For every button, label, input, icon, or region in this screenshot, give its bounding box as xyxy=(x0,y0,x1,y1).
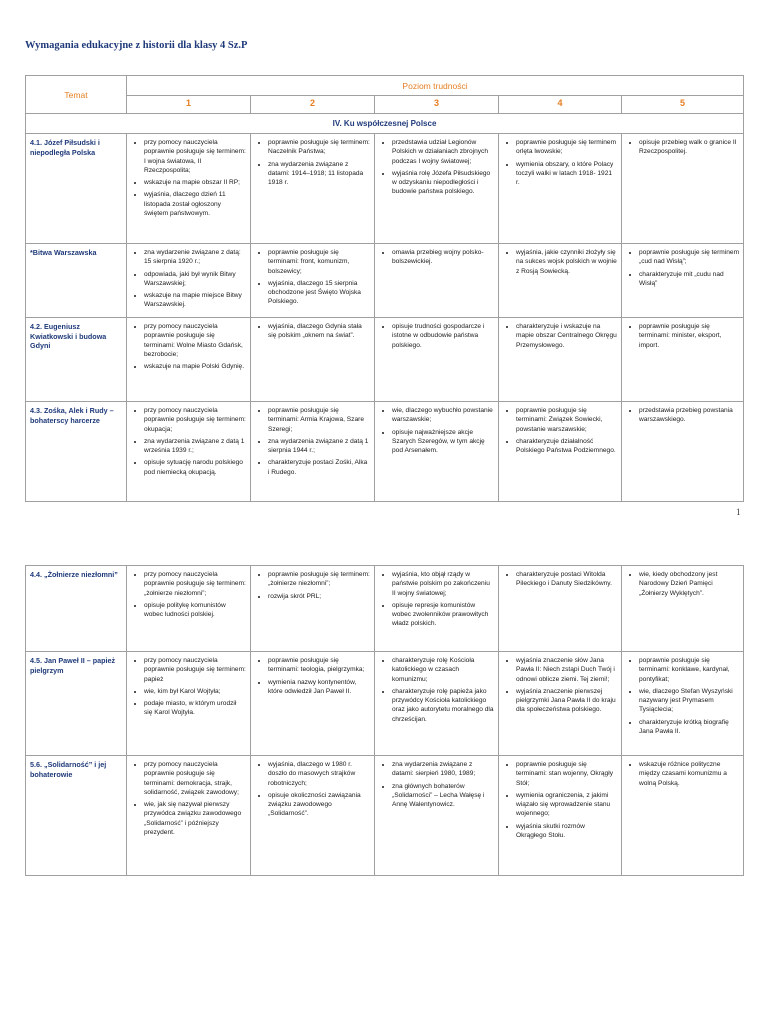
requirement-item: • wskazuje na mapie Polski Gdynię. xyxy=(144,362,246,371)
requirement-item: • przy pomocy nauczyciela poprawnie posługuje się terminami: demokracja, strajk, solidarność, związek zawodowy; xyxy=(144,760,246,797)
level-2-cell xyxy=(251,566,375,652)
topic-cell: 4.2. Eugeniusz Kwiatkowski i budowa Gdyni xyxy=(26,318,127,402)
requirement-item: • wymienia obszary, o które Polacy toczyli walki w latach 1918- 1921 r. xyxy=(516,160,617,188)
level-2-header: 2 xyxy=(251,96,375,114)
requirement-item: • wskazuje na mapie miejsce Bitwy Warszawskiej. xyxy=(144,291,246,310)
requirement-item: • charakteryzuje krótką biografię Jana Pawła II. xyxy=(639,718,739,737)
level-3-header: 3 xyxy=(375,96,499,114)
requirement-item: • poprawnie posługuje się terminem „cud nad Wisłą”; xyxy=(639,248,739,267)
level-3-cell xyxy=(375,244,499,318)
requirement-item: • omawia przebieg wojny polsko-bolszewickiej. xyxy=(392,248,494,267)
requirement-item: • poprawnie posługuje się terminami: konklawe, kardynał, pontyfikat; xyxy=(639,656,739,684)
requirement-item: • wyjaśnia, dlaczego w 1980 r. doszło do masowych strajków robotniczych; xyxy=(268,760,370,788)
requirement-item: • charakteryzuje mit „cudu nad Wisłą” xyxy=(639,270,739,289)
level-5-header: 5 xyxy=(622,96,744,114)
requirement-list xyxy=(626,406,739,425)
requirement-list xyxy=(626,138,739,157)
requirement-item: • wie, jak się nazywał pierwszy przywódca związku zawodowego „Solidarność” i późniejszy prezydent. xyxy=(144,800,246,837)
requirement-list xyxy=(503,406,617,455)
level-5-cell xyxy=(622,134,744,244)
requirement-list xyxy=(503,760,617,840)
level-1-cell xyxy=(127,566,251,652)
level-5-cell xyxy=(622,244,744,318)
table-row xyxy=(26,318,744,402)
requirement-item: • wie, kiedy obchodzony jest Narodowy Dzień Pamięci „Żołnierzy Wyklętych”. xyxy=(639,570,739,598)
requirement-item: • wyjaśnia znaczenie pierwszej pielgrzymki Jana Pawła II do kraju dla społeczeństwa polskiego. xyxy=(516,687,617,715)
header-temat: Temat xyxy=(26,76,127,114)
requirement-item: • przy pomocy nauczyciela poprawnie posługuje się terminem: papież xyxy=(144,656,246,684)
table-row xyxy=(26,652,744,756)
requirement-item: • opisuje trudności gospodarcze i istotne w odbudowie państwa polskiego. xyxy=(392,322,494,350)
requirement-item: • opisuje przebieg walk o granice II Rzeczpospolitej. xyxy=(639,138,739,157)
requirement-list xyxy=(503,138,617,187)
level-1-cell xyxy=(127,402,251,502)
level-2-cell xyxy=(251,244,375,318)
requirement-item: • wyjaśnia skutki rozmów Okrągłego Stołu. xyxy=(516,822,617,841)
requirement-item: • poprawnie posługuje się terminem orlęta lwowskie; xyxy=(516,138,617,157)
requirements-table-page-1 xyxy=(25,75,744,502)
requirement-item: • rozwija skrót PRL; xyxy=(268,592,370,601)
level-4-cell xyxy=(499,318,622,402)
level-5-cell xyxy=(622,402,744,502)
requirement-item: • poprawnie posługuje się terminem: Naczelnik Państwa; xyxy=(268,138,370,157)
requirement-list xyxy=(131,406,246,477)
requirement-item: • wskazuje różnice polityczne między czasami komunizmu a wolną Polską. xyxy=(639,760,739,788)
requirement-item: • wymienia nazwy kontynentów, które odwiedził Jan Paweł II. xyxy=(268,678,370,697)
requirement-item: • przedstawia udział Legionów Polskich w działaniach zbrojnych podczas I wojny światowej; xyxy=(392,138,494,166)
level-4-cell xyxy=(499,134,622,244)
level-1-cell xyxy=(127,134,251,244)
requirement-item: • podaje miasto, w którym urodził się Karol Wojtyła. xyxy=(144,699,246,718)
requirement-list xyxy=(255,656,370,696)
table-row xyxy=(26,756,744,876)
requirement-item: • zna wydarzenie związane z datą: 15 sierpnia 1920 r.; xyxy=(144,248,246,267)
table-row xyxy=(26,402,744,502)
level-1-cell xyxy=(127,318,251,402)
requirement-list xyxy=(503,656,617,715)
requirement-item: • wyjaśnia, dlaczego dzień 11 listopada został ogłoszony świętem państwowym. xyxy=(144,190,246,218)
requirement-item: • opisuje najważniejsze akcje Szarych Szeregów, w tym akcję pod Arsenałem. xyxy=(392,428,494,456)
requirement-item: • poprawnie posługuje się terminami: Armia Krajowa, Szare Szeregi; xyxy=(268,406,370,434)
level-4-cell xyxy=(499,756,622,876)
requirement-list xyxy=(503,322,617,350)
requirement-item: • wie, dlaczego Stefan Wyszyński nazywany jest Prymasem Tysiąclecia; xyxy=(639,687,739,715)
requirement-list xyxy=(131,656,246,718)
requirement-list xyxy=(379,570,494,629)
level-3-cell xyxy=(375,652,499,756)
requirement-list xyxy=(626,248,739,288)
topic-cell: 4.5. Jan Paweł II – papież pielgrzym xyxy=(26,652,127,756)
level-5-cell xyxy=(622,566,744,652)
topic-cell: 4.3. Zośka, Alek i Rudy – bohaterscy harcerze xyxy=(26,402,127,502)
requirement-item: • opisuje sytuację narodu polskiego pod niemiecką okupacją. xyxy=(144,458,246,477)
requirement-list xyxy=(379,406,494,455)
requirement-item: • wskazuje na mapie obszar II RP; xyxy=(144,178,246,187)
table-row xyxy=(26,566,744,652)
level-2-cell xyxy=(251,652,375,756)
requirement-item: • przy pomocy nauczyciela poprawnie posługuje się terminem: „żołnierze niezłomni”; xyxy=(144,570,246,598)
requirement-list xyxy=(255,138,370,187)
requirement-item: • wyjaśnia rolę Józefa Piłsudskiego w odzyskaniu niepodległości i budowie państwa polskiego. xyxy=(392,169,494,197)
topic-cell: *Bitwa Warszawska xyxy=(26,244,127,318)
requirement-item: • wie, kim był Karol Wojtyła; xyxy=(144,687,246,696)
requirement-item: • poprawnie posługuje się terminami: minister, eksport, import. xyxy=(639,322,739,350)
table-row xyxy=(26,134,744,244)
requirement-item: • opisuje okoliczności zawiązania związku zawodowego „Solidarność”. xyxy=(268,791,370,819)
level-1-cell xyxy=(127,652,251,756)
requirement-list xyxy=(503,248,617,276)
requirement-list xyxy=(626,322,739,350)
requirement-item: • wyjaśnia, kto objął rządy w państwie polskim po zakończeniu II wojny światowej; xyxy=(392,570,494,598)
level-4-cell xyxy=(499,566,622,652)
table-row xyxy=(26,244,744,318)
requirement-item: • odpowiada, jaki był wynik Bitwy Warszawskiej; xyxy=(144,270,246,289)
level-5-cell xyxy=(622,756,744,876)
level-5-cell xyxy=(622,318,744,402)
requirement-list xyxy=(255,248,370,307)
level-4-cell xyxy=(499,652,622,756)
level-5-cell xyxy=(622,652,744,756)
requirement-item: • wyjaśnia, dlaczego 15 sierpnia obchodzone jest Święto Wojska Polskiego. xyxy=(268,279,370,307)
requirement-list xyxy=(131,570,246,619)
requirement-list xyxy=(131,322,246,371)
level-2-cell xyxy=(251,134,375,244)
requirement-list xyxy=(255,322,370,341)
requirement-list xyxy=(379,248,494,267)
requirement-item: • wyjaśnia, dlaczego Gdynia stała się polskim „oknem na świat”. xyxy=(268,322,370,341)
level-4-cell xyxy=(499,402,622,502)
level-2-cell xyxy=(251,318,375,402)
topic-cell: 4.4. „Żołnierze niezłomni” xyxy=(26,566,127,652)
requirement-list xyxy=(131,248,246,310)
level-4-header: 4 xyxy=(499,96,622,114)
level-3-cell xyxy=(375,134,499,244)
topic-cell: 5.6. „Solidarność” i jej bohaterowie xyxy=(26,756,127,876)
requirement-item: • charakteryzuje rolę papieża jako przywódcy Kościoła katolickiego oraz jako autorytetu moralnego dla chrześcijan. xyxy=(392,687,494,724)
requirements-table-page-2 xyxy=(25,565,744,876)
requirement-item: • wyjaśnia, jakie czynniki złożyły się na sukces wojsk polskich w wojnie z Rosją Sowiecką. xyxy=(516,248,617,276)
requirement-list xyxy=(131,760,246,837)
requirement-list xyxy=(255,760,370,819)
requirement-item: • zna głównych bohaterów „Solidarności” – Lecha Wałęsę i Annę Walentynowicz. xyxy=(392,782,494,810)
requirement-list xyxy=(379,656,494,724)
header-poziom-trudnosci: Poziom trudności xyxy=(127,76,744,96)
requirement-list xyxy=(626,760,739,788)
requirement-list xyxy=(626,570,739,598)
level-2-cell xyxy=(251,402,375,502)
requirement-item: • wymienia ograniczenia, z jakimi wiązało się wprowadzenie stanu wojennego; xyxy=(516,791,617,819)
page-number: 1 xyxy=(736,507,741,517)
requirement-item: • opisuje represje komunistów wobec zwolenników prawowitych władz polskich. xyxy=(392,601,494,629)
requirement-item: • przy pomocy nauczyciela poprawnie posługuje się terminem: I wojna światowa, II Rzeczpospolita; xyxy=(144,138,246,175)
level-3-cell xyxy=(375,756,499,876)
requirement-list xyxy=(503,570,617,589)
requirement-item: • zna wydarzenia związane z datą 1 sierpnia 1944 r.; xyxy=(268,437,370,456)
level-2-cell xyxy=(251,756,375,876)
requirement-item: • poprawnie posługuje się terminem: „żołnierze niezłomni”; xyxy=(268,570,370,589)
requirement-item: • przedstawia przebieg powstania warszawskiego. xyxy=(639,406,739,425)
level-1-cell xyxy=(127,756,251,876)
level-3-cell xyxy=(375,566,499,652)
requirement-list xyxy=(379,760,494,809)
level-1-header: 1 xyxy=(127,96,251,114)
requirement-list xyxy=(131,138,246,218)
requirement-item: • opisuje politykę komunistów wobec ludności polskiej. xyxy=(144,601,246,620)
requirement-item: • charakteryzuje działalność Polskiego Państwa Podziemnego. xyxy=(516,437,617,456)
level-4-cell xyxy=(499,244,622,318)
requirement-list xyxy=(626,656,739,736)
requirement-item: • poprawnie posługuje się terminami: Związek Sowiecki, powstanie warszawskie; xyxy=(516,406,617,434)
requirement-item: • zna wydarzenia związane z datą 1 września 1939 r.; xyxy=(144,437,246,456)
requirement-item: • przy pomocy nauczyciela poprawnie posługuje się terminami: Wolne Miasto Gdańsk, bezrobocie; xyxy=(144,322,246,359)
topic-cell: 4.1. Józef Piłsudski i niepodległa Polska xyxy=(26,134,127,244)
section-heading: IV. Ku współczesnej Polsce xyxy=(26,114,744,134)
level-1-cell xyxy=(127,244,251,318)
requirement-item: • zna wydarzenia związane z datami: 1914–1918; 11 listopada 1918 r. xyxy=(268,160,370,188)
requirement-list xyxy=(379,322,494,350)
requirement-item: • charakteryzuje i wskazuje na mapie obszar Centralnego Okręgu Przemysłowego. xyxy=(516,322,617,350)
requirement-item: • przy pomocy nauczyciela poprawnie posługuje się terminem: okupacja; xyxy=(144,406,246,434)
requirement-item: • charakteryzuje postaci Witolda Pileckiego i Danuty Siedzikówny. xyxy=(516,570,617,589)
requirement-item: • wyjaśnia znaczenie słów Jana Pawła II: Niech zstąpi Duch Twój i odnowi oblicze ziemi. Tej ziemi!; xyxy=(516,656,617,684)
document-title: Wymagania edukacyjne z historii dla klasy 4 Sz.P xyxy=(25,40,248,51)
requirement-item: • charakteryzuje rolę Kościoła katolickiego w czasach komunizmu; xyxy=(392,656,494,684)
requirement-list xyxy=(379,138,494,197)
level-3-cell xyxy=(375,318,499,402)
requirement-list xyxy=(255,570,370,601)
level-3-cell xyxy=(375,402,499,502)
requirement-item: • zna wydarzenia związane z datami: sierpień 1980, 1989; xyxy=(392,760,494,779)
requirement-item: • poprawnie posługuje się terminami: stan wojenny, Okrągły Stół; xyxy=(516,760,617,788)
requirement-item: • charakteryzuje postaci Zośki, Alka i Rudego. xyxy=(268,458,370,477)
requirement-item: • poprawnie posługuje się terminami: front, komunizm, bolszewicy; xyxy=(268,248,370,276)
requirement-list xyxy=(255,406,370,477)
requirement-item: • wie, dlaczego wybuchło powstanie warszawskie; xyxy=(392,406,494,425)
requirement-item: • poprawnie posługuje się terminami: teologia, pielgrzymka; xyxy=(268,656,370,675)
